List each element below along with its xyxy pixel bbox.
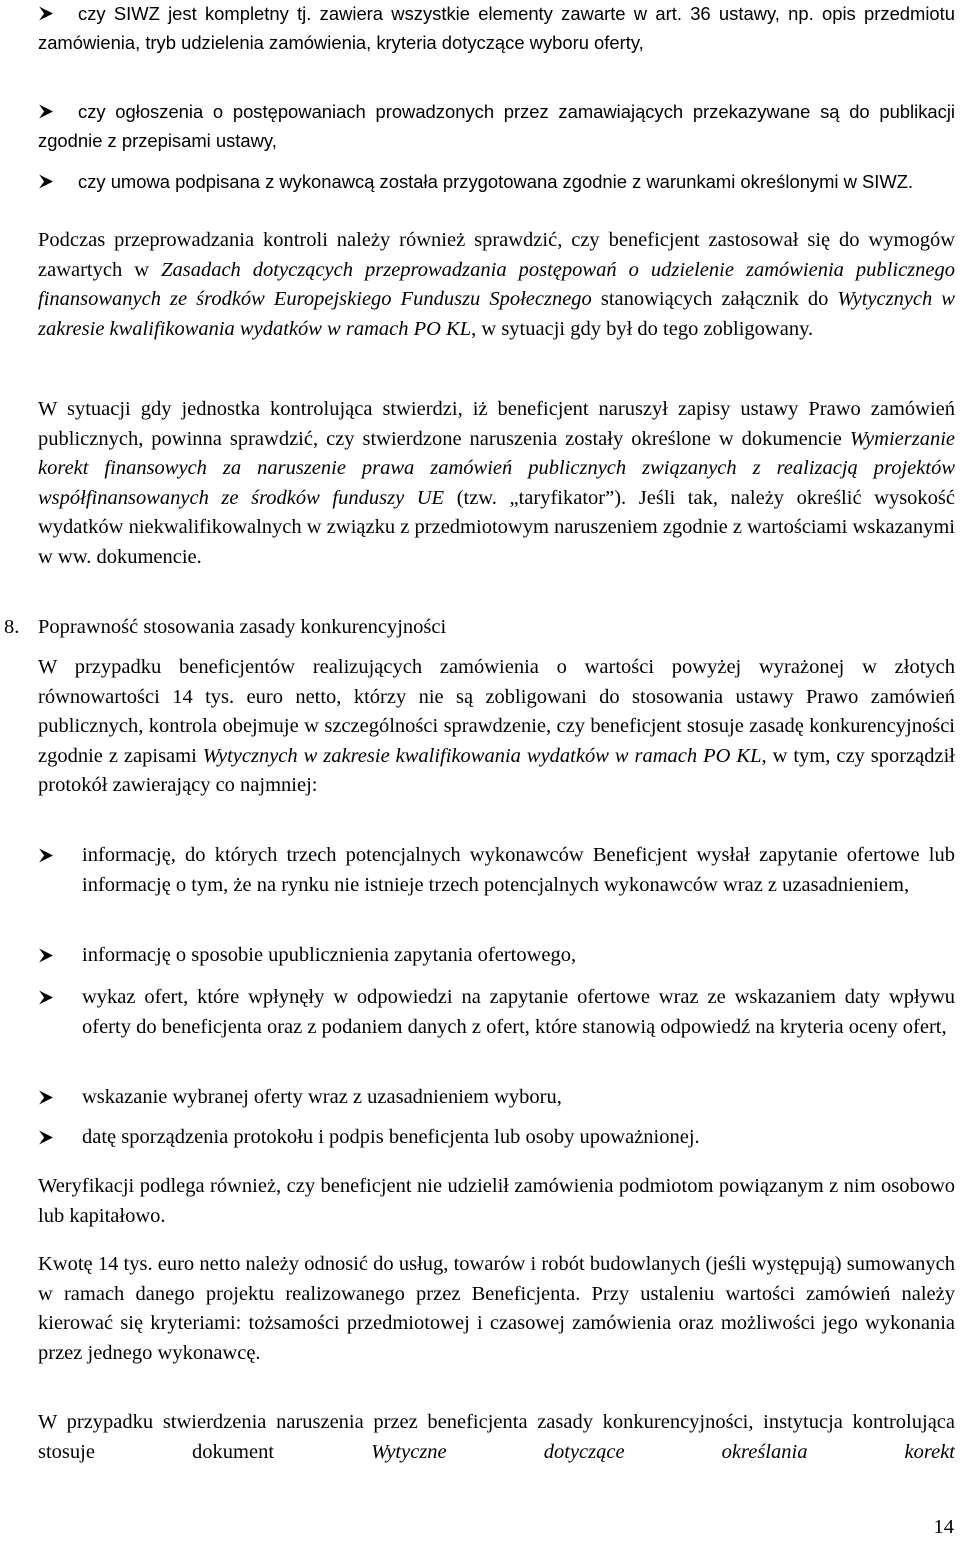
bullet-item xyxy=(38,841,955,900)
text-run: W przypadku stwierdzenia naruszenia przez beneficjenta zasady konkurencyjności, instytucja kontrolująca stosuje dokument xyxy=(38,1411,955,1463)
bullet-item xyxy=(38,0,955,57)
paragraph xyxy=(38,395,955,572)
bullet-item xyxy=(38,983,955,1042)
bullet-text: wykaz ofert, które wpłynęły w odpowiedzi na zapytanie ofertowe wraz ze wskazaniem daty wpływu oferty do beneficjenta oraz z podaniem danych z ofert, które stanowią odpowiedź na kryteria oceny ofert, xyxy=(82,986,955,1038)
arrow-bullet-icon xyxy=(38,1123,82,1153)
text-run: Podczas przeprowadzania kontroli należy również sprawdzić, czy beneficjent zastosował się do wymogów zawartych w xyxy=(38,229,955,281)
text-run: W sytuacji gdy jednostka kontrolująca stwierdzi, iż beneficjent naruszył zapisy ustawy Prawo zamówień publicznych, powinna sprawdzić, czy stwierdzone naruszenia zostały określone w dokumencie xyxy=(38,398,955,450)
paragraph: Weryfikacji podlega również, czy beneficjent nie udzielił zamówienia podmiotom powiązanym z nim osobowo lub kapitałowo. xyxy=(38,1175,955,1227)
bullet-text: czy SIWZ jest kompletny tj. zawiera wszystkie elementy zawarte w art. 36 ustawy, np. opis przedmiotu zamówienia, tryb udzielenia zamówienia, kryteria dotyczące wyboru oferty, xyxy=(38,3,955,53)
text-run: (tzw. „taryfikator”). Jeśli tak, należy określić wysokość wydatków niekwalifikowalnych w związku z przedmiotowym naruszeniem zgodnie z wartościami wskazanymi w ww. dokumencie. xyxy=(38,486,955,568)
bullet-text: wskazanie wybranej oferty wraz z uzasadnieniem wyboru, xyxy=(82,1086,562,1108)
bullet-item xyxy=(38,97,955,155)
arrow-bullet-icon xyxy=(38,983,82,1042)
bullet-item xyxy=(38,941,955,971)
text-run: stanowiących załącznik do xyxy=(591,288,838,310)
paragraph: Kwotę 14 tys. euro netto należy odnosić do usług, towarów i robót budowlanych (jeśli występują) sumowanych w ramach danego projektu realizowanego przez Beneficjenta. Przy ustaleniu wartości zamówień należy kierować się kryteriami: tożsamości przedmiotowej i czasowej zamówienia oraz możliwości jego wykonania przez jednego wykonawcę. xyxy=(38,1253,955,1364)
page-number: 14 xyxy=(933,1516,954,1538)
italic-title: Wytycznych w zakresie kwalifikowania wydatków w ramach PO KL xyxy=(202,744,762,767)
italic-title: Wymierzanie korekt finansowych za naruszenie prawa zamówień publicznych związanych z realizacją projektów współfinansowanych ze środków funduszy UE xyxy=(38,427,955,509)
bullet-text: informację o sposobie upublicznienia zapytania ofertowego, xyxy=(82,944,577,966)
arrow-bullet-icon xyxy=(38,941,82,971)
bullet-item xyxy=(38,1083,955,1113)
paragraph xyxy=(38,226,955,344)
text-run: , w tym, czy sporządził protokół zawierający co najmniej: xyxy=(38,744,956,796)
paragraph xyxy=(38,1408,955,1467)
bullet-text: czy ogłoszenia o postępowaniach prowadzonych przez zamawiających przekazywane są do publikacji zgodnie z przepisami ustawy, xyxy=(38,101,955,151)
paragraph xyxy=(38,653,955,801)
bullet-text: czy umowa podpisana z wykonawcą została przygotowana zgodnie z warunkami określonymi w SIWZ. xyxy=(78,171,914,192)
bullet-item xyxy=(38,1123,955,1153)
bullet-text: informację, do których trzech potencjalnych wykonawców Beneficjent wysłał zapytanie ofertowe lub informację o tym, że na rynku nie istnieje trzech potencjalnych wykonawców wraz z uzasadnieniem, xyxy=(82,844,955,896)
text-run: , w sytuacji gdy był do tego zobligowany. xyxy=(471,317,814,340)
section-number: 8. xyxy=(4,616,20,638)
arrow-bullet-icon xyxy=(38,841,82,900)
italic-title: Wytyczne dotyczące określania korekt xyxy=(371,1440,956,1463)
text-run: W przypadku beneficjentów realizujących zamówienia o wartości powyżej wyrażonej w złotych równowartości 14 tys. euro netto, którzy nie są zobligowani do stosowania ustawy Prawo zamówień publicznych, kontrola obejmuje w szczególności sprawdzenie, czy beneficjent stosuje zasadę konkurencyjności zgodnie z zapisami xyxy=(38,656,955,767)
arrow-bullet-icon xyxy=(38,1083,82,1113)
bullet-item xyxy=(38,167,955,196)
italic-title: Wytycznych w zakresie kwalifikowania wydatków w ramach PO KL xyxy=(38,288,955,340)
bullet-text: datę sporządzenia protokołu i podpis beneficjenta lub osoby upoważnionej. xyxy=(82,1126,700,1148)
italic-title: Zasadach dotyczących przeprowadzania postępowań o udzielenie zamówienia publicznego finansowanych ze środków Europejskiego Funduszu Społecznego xyxy=(38,258,955,310)
section-title: Poprawność stosowania zasady konkurencyjności xyxy=(38,616,447,638)
